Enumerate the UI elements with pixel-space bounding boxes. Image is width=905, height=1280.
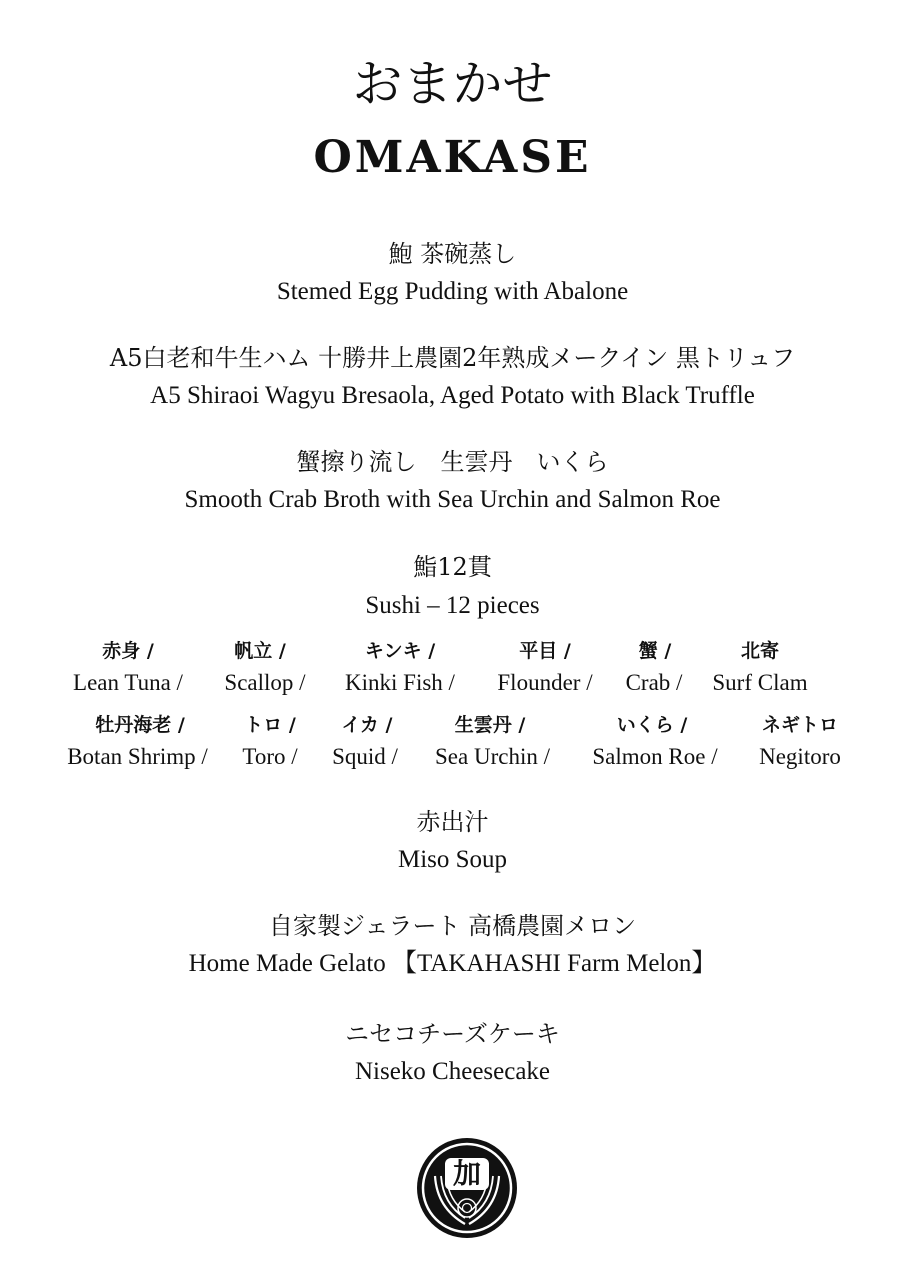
sushi-english: Negitoro [759, 744, 841, 769]
sushi-english: Crab / [625, 670, 683, 695]
menu-title-english: OMAKASE [313, 132, 592, 183]
course-4-english: Sushi – 12 pieces [365, 592, 540, 619]
sushi-english: Lean Tuna / [73, 670, 183, 695]
sushi-english: Kinki Fish / [345, 670, 455, 695]
course-1-english: Stemed Egg Pudding with Abalone [276, 278, 629, 305]
course-5-japanese: 赤出汁 [416, 808, 489, 836]
course-6-japanese: 自家製ジェラート 高橋農園メロン [268, 912, 637, 940]
sushi-japanese: いくら / [616, 714, 688, 736]
crest-character: 加 [452, 1157, 481, 1190]
sushi-japanese: ネギトロ [761, 714, 838, 736]
sushi-japanese: 帆立 / [234, 640, 286, 662]
sushi-english: Toro / [242, 744, 298, 769]
course-5-english: Miso Soup [397, 846, 508, 873]
sushi-english: Surf Clam [712, 670, 808, 695]
course-1-japanese: 鮑 茶碗蒸し [388, 240, 517, 268]
course-4-japanese: 鮨12貫 [413, 553, 492, 581]
sushi-japanese: 蟹 / [638, 640, 672, 662]
sushi-japanese: イカ / [341, 714, 393, 736]
menu-title-japanese: おまかせ [352, 55, 553, 113]
sushi-japanese: 平目 / [519, 640, 571, 662]
course-3-english: Smooth Crab Broth with Sea Urchin and Salmon Roe [184, 486, 721, 513]
sushi-japanese: 牡丹海老 / [95, 714, 185, 736]
sushi-japanese: 北寄 [740, 640, 779, 662]
sushi-japanese: 赤身 / [102, 640, 154, 662]
sushi-english: Botan Shrimp / [67, 744, 208, 769]
sushi-english: Flounder / [497, 670, 593, 695]
sushi-japanese: 生雲丹 / [454, 714, 526, 736]
sushi-english: Salmon Roe / [592, 744, 718, 769]
sushi-english: Squid / [332, 744, 398, 769]
sushi-japanese: トロ / [244, 714, 296, 736]
course-2-english: A5 Shiraoi Wagyu Bresaola, Aged Potato with Black Truffle [150, 382, 755, 409]
course-7-english: Niseko Cheesecake [354, 1058, 551, 1085]
course-2-japanese: A5白老和牛生ハム 十勝井上農園2年熟成メークイン 黒トリュフ [109, 344, 796, 372]
course-7-japanese: ニセコチーズケーキ [345, 1020, 560, 1048]
sushi-english: Scallop / [224, 670, 306, 695]
sushi-english: Sea Urchin / [435, 744, 550, 769]
sushi-japanese: キンキ / [364, 640, 436, 662]
course-6-english: Home Made Gelato 【TAKAHASHI Farm Melon】 [188, 950, 717, 977]
course-3-japanese: 蟹擦り流し 生雲丹 いくら [296, 448, 609, 476]
kanji-crest-logo [415, 1136, 519, 1240]
